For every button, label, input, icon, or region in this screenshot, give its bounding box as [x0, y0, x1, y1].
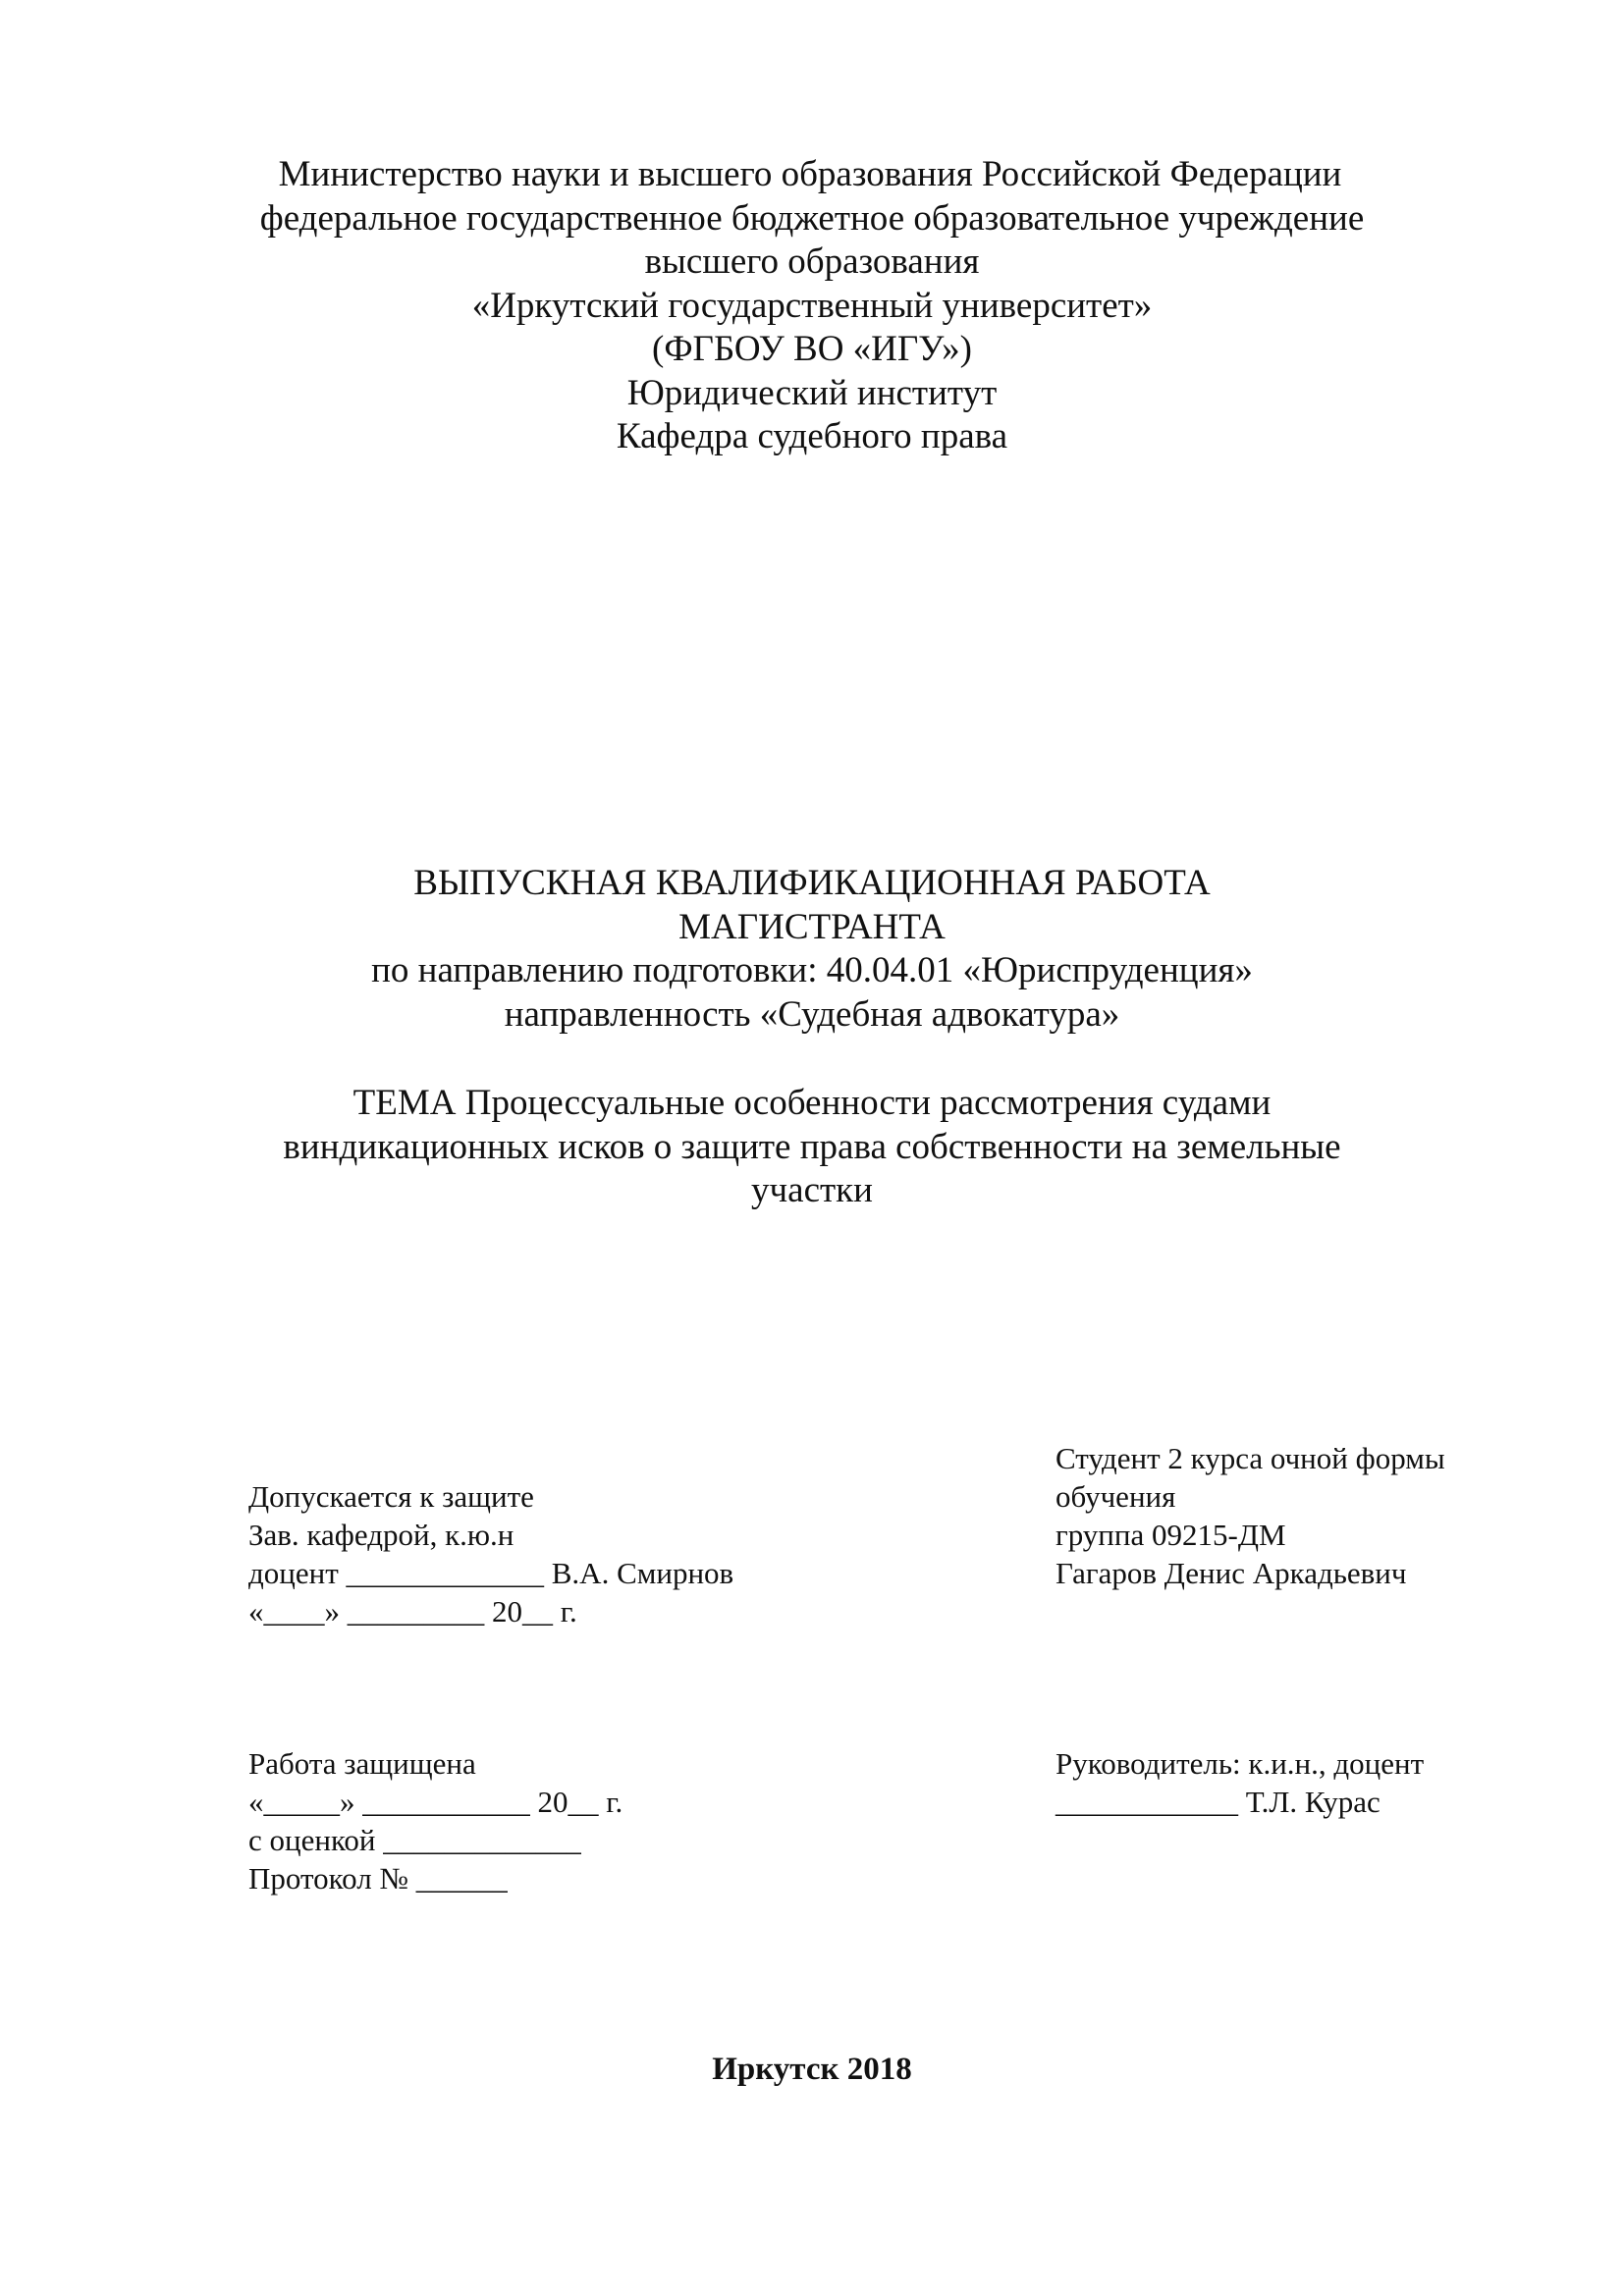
admission-line: Зав. кафедрой, к.ю.н: [248, 1518, 514, 1552]
institute-line: Юридический институт: [626, 372, 998, 413]
work-title-block: [0, 862, 1624, 1037]
student-line: Студент 2 курса очной формы: [1056, 1441, 1445, 1475]
city-year: Иркутск 2018: [712, 2052, 912, 2087]
admission-block: [248, 1477, 733, 1630]
specialization-line: направленность «Судебная адвокатура»: [504, 993, 1120, 1035]
supervisor-signature-line: ____________ Т.Л. Курас: [1056, 1785, 1380, 1819]
study-direction-line: по направлению подготовки: 40.04.01 «Юриспруденция»: [371, 950, 1253, 990]
work-degree-line: МАГИСТРАНТА: [678, 906, 946, 947]
department-line: Кафедра судебного права: [616, 416, 1008, 456]
institution-type-line: федеральное государственное бюджетное образовательное учреждение: [259, 197, 1365, 239]
topic-line: ТЕМА Процессуальные особенности рассмотрения судами: [352, 1083, 1272, 1123]
university-abbrev-line: (ФГБОУ ВО «ИГУ»): [652, 329, 972, 369]
ministry-line: Министерство науки и высшего образования Российской Федерации: [278, 154, 1342, 194]
student-block: [1056, 1439, 1445, 1592]
student-name-line: Гагаров Денис Аркадьевич: [1056, 1556, 1407, 1590]
topic-line: виндикационных исков о защите права собственности на земельные: [283, 1126, 1341, 1167]
topic-block: [0, 1082, 1624, 1213]
admission-signature-line: доцент _____________ В.А. Смирнов: [248, 1556, 734, 1590]
student-group-line: группа 09215-ДМ: [1056, 1518, 1286, 1552]
institution-header: [0, 153, 1624, 459]
defense-protocol-line: Протокол № ______: [248, 1861, 508, 1896]
defense-date-line: «_____» ___________ 20__ г.: [248, 1785, 623, 1819]
supervisor-title-line: Руководитель: к.и.н., доцент: [1056, 1746, 1425, 1781]
topic-line: участки: [751, 1170, 873, 1210]
student-line: обучения: [1056, 1479, 1176, 1514]
education-level-line: высшего образования: [644, 241, 980, 282]
work-type-line: ВЫПУСКНАЯ КВАЛИФИКАЦИОННАЯ РАБОТА: [413, 863, 1211, 903]
defense-line: Работа защищена: [248, 1746, 476, 1781]
admission-date-line: «____» _________ 20__ г.: [248, 1594, 577, 1629]
supervisor-block: [1056, 1744, 1424, 1821]
defense-block: [248, 1744, 623, 1897]
admission-line: Допускается к защите: [248, 1479, 534, 1514]
university-name-line: «Иркутский государственный университет»: [471, 285, 1153, 326]
defense-grade-line: с оценкой _____________: [248, 1823, 581, 1857]
